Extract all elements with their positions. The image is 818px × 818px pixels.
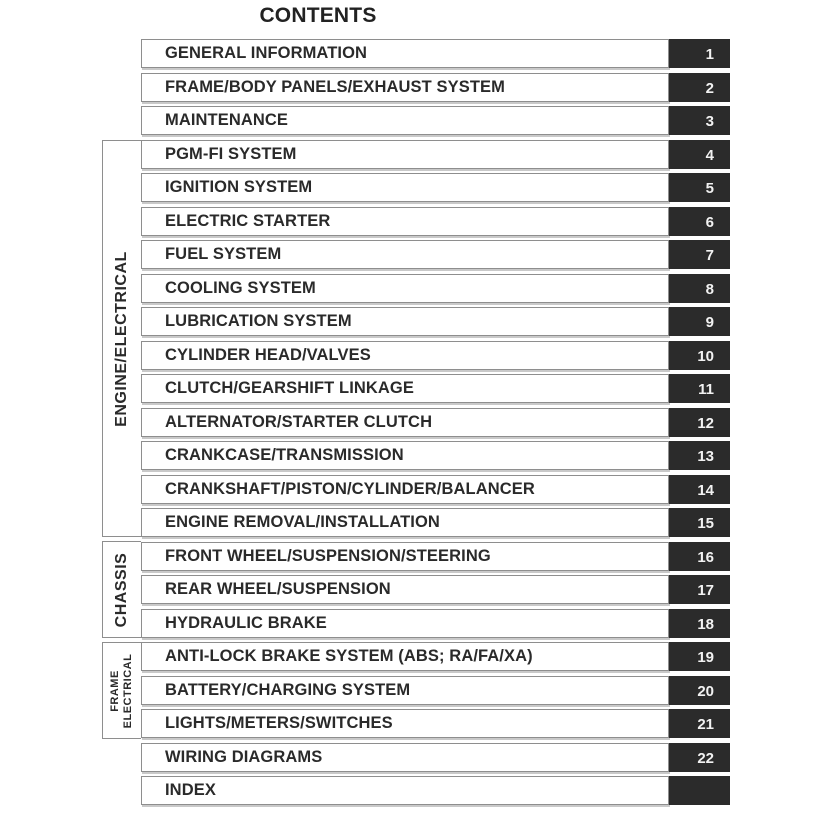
section-number: 12 [697, 415, 714, 432]
section-label: IGNITION SYSTEM [165, 178, 313, 196]
section-tab[interactable] [669, 106, 730, 135]
section-number: 11 [698, 381, 714, 398]
section-number: 19 [697, 649, 714, 666]
section-label: REAR WHEEL/SUSPENSION [165, 580, 391, 598]
section-label: ALTERNATOR/STARTER CLUTCH [165, 413, 433, 431]
section-box [141, 709, 669, 738]
section-box [141, 140, 669, 169]
section-row[interactable] [141, 374, 730, 403]
section-row[interactable] [141, 676, 730, 705]
section-row[interactable] [141, 475, 730, 504]
section-tab[interactable] [669, 307, 730, 336]
section-number: 6 [705, 214, 714, 231]
section-tab[interactable] [669, 642, 730, 671]
section-tab[interactable] [669, 609, 730, 638]
section-box [141, 642, 669, 671]
section-tab[interactable] [669, 575, 730, 604]
section-label: CYLINDER HEAD/VALVES [165, 346, 371, 364]
group-label-frame-line1: FRAME [109, 669, 121, 712]
group-label-chassis: CHASSIS [113, 552, 130, 627]
section-row[interactable] [141, 609, 730, 638]
section-number: 9 [705, 314, 714, 331]
section-box [141, 341, 669, 370]
section-row[interactable] [141, 140, 730, 169]
section-tab[interactable] [669, 776, 730, 805]
section-box [141, 508, 669, 537]
section-tab[interactable] [669, 240, 730, 269]
section-number: 10 [697, 348, 714, 365]
section-box [141, 73, 669, 102]
section-box [141, 475, 669, 504]
section-label: CRANKCASE/TRANSMISSION [165, 446, 404, 464]
section-box [141, 575, 669, 604]
section-box [141, 307, 669, 336]
section-number: 20 [697, 683, 714, 700]
group-bracket-engine-electrical [102, 140, 141, 537]
section-number: 15 [697, 515, 714, 532]
section-tab[interactable] [669, 542, 730, 571]
section-row[interactable] [141, 341, 730, 370]
section-row[interactable] [141, 508, 730, 537]
section-row[interactable] [141, 307, 730, 336]
section-tab[interactable] [669, 508, 730, 537]
section-row[interactable] [141, 408, 730, 437]
section-number: 3 [705, 113, 714, 130]
section-label: FUEL SYSTEM [165, 245, 282, 263]
section-tab[interactable] [669, 676, 730, 705]
section-row[interactable] [141, 743, 730, 772]
section-number: 17 [697, 582, 714, 599]
section-box [141, 173, 669, 202]
section-box [141, 207, 669, 236]
section-row[interactable] [141, 173, 730, 202]
section-label: HYDRAULIC BRAKE [165, 614, 327, 632]
section-box [141, 676, 669, 705]
group-label-engine-electrical: ENGINE/ELECTRICAL [113, 250, 130, 427]
section-number: 5 [705, 180, 714, 197]
section-number: 2 [705, 80, 714, 97]
section-row[interactable] [141, 441, 730, 470]
section-label: CRANKSHAFT/PISTON/CYLINDER/BALANCER [165, 480, 535, 498]
section-box [141, 374, 669, 403]
section-label: ANTI-LOCK BRAKE SYSTEM (ABS; RA/FA/XA) [165, 647, 533, 665]
section-number: 22 [697, 750, 714, 767]
section-tab[interactable] [669, 39, 730, 68]
group-bracket-chassis [102, 541, 141, 638]
section-row[interactable] [141, 542, 730, 571]
section-row[interactable] [141, 39, 730, 68]
section-row[interactable] [141, 106, 730, 135]
section-tab[interactable] [669, 274, 730, 303]
section-label: ELECTRIC STARTER [165, 212, 331, 230]
section-label: LIGHTS/METERS/SWITCHES [165, 714, 393, 732]
section-row[interactable] [141, 207, 730, 236]
section-tab[interactable] [669, 374, 730, 403]
section-tab[interactable] [669, 73, 730, 102]
group-label-frame-electrical [109, 653, 135, 728]
group-bracket-frame-electrical [102, 642, 141, 739]
section-label: INDEX [165, 781, 216, 799]
section-label: FRONT WHEEL/SUSPENSION/STEERING [165, 547, 491, 565]
section-label: MAINTENANCE [165, 111, 289, 129]
section-label: BATTERY/CHARGING SYSTEM [165, 681, 411, 699]
section-box [141, 743, 669, 772]
section-label: COOLING SYSTEM [165, 279, 316, 297]
section-number: 1 [705, 46, 714, 63]
section-number: 13 [697, 448, 714, 465]
section-row[interactable] [141, 642, 730, 671]
section-number: 16 [697, 549, 714, 566]
section-box [141, 106, 669, 135]
section-box [141, 39, 669, 68]
section-tab[interactable] [669, 441, 730, 470]
section-row[interactable] [141, 709, 730, 738]
section-tab[interactable] [669, 140, 730, 169]
section-box [141, 240, 669, 269]
section-number: 14 [697, 482, 714, 499]
section-number: 21 [697, 716, 714, 733]
section-box [141, 441, 669, 470]
section-row[interactable] [141, 73, 730, 102]
section-tab[interactable] [669, 408, 730, 437]
section-label: CLUTCH/GEARSHIFT LINKAGE [165, 379, 414, 397]
section-number: 4 [705, 147, 714, 164]
section-label: WIRING DIAGRAMS [165, 748, 323, 766]
section-row[interactable] [141, 274, 730, 303]
section-tab[interactable] [669, 207, 730, 236]
section-label: ENGINE REMOVAL/INSTALLATION [165, 513, 440, 531]
section-label: GENERAL INFORMATION [165, 44, 368, 62]
section-label: FRAME/BODY PANELS/EXHAUST SYSTEM [165, 78, 505, 96]
section-row[interactable] [141, 240, 730, 269]
page-title: CONTENTS [259, 4, 377, 27]
section-tab[interactable] [669, 173, 730, 202]
section-box [141, 609, 669, 638]
section-label: LUBRICATION SYSTEM [165, 312, 352, 330]
section-number: 18 [697, 616, 714, 633]
group-label-frame-line2: ELECTRICAL [122, 653, 134, 728]
section-tab[interactable] [669, 709, 730, 738]
section-tab[interactable] [669, 341, 730, 370]
section-tab[interactable] [669, 743, 730, 772]
section-row[interactable] [141, 776, 730, 805]
section-number: 8 [705, 281, 714, 298]
section-number: 7 [705, 247, 714, 264]
section-box [141, 408, 669, 437]
section-box [141, 274, 669, 303]
section-box [141, 776, 669, 805]
section-box [141, 542, 669, 571]
section-label: PGM-FI SYSTEM [165, 145, 297, 163]
section-row[interactable] [141, 575, 730, 604]
section-tab[interactable] [669, 475, 730, 504]
